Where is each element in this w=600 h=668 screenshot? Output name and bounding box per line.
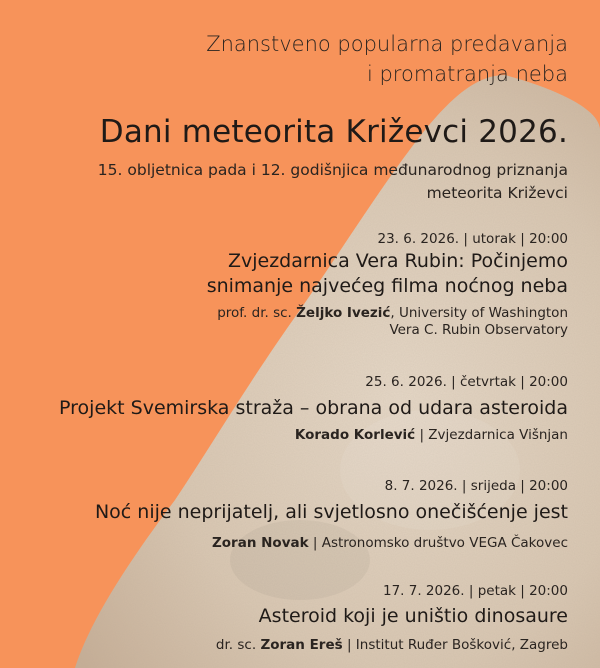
speaker-affiliation: | Institut Ruđer Bošković, Zagreb [342,637,568,653]
event-4-date: 17. 7. 2026. | petak | 20:00 [382,583,568,599]
event-4-title: Asteroid koji je uništio dinosaure [258,605,568,627]
event-1-title-line-2: snimanje najvećeg filma noćnog neba [206,275,568,297]
event-1-speaker-line-2: Vera C. Rubin Observatory [389,322,568,338]
speaker-affiliation: | Astronomsko društvo VEGA Čakovec [308,535,568,551]
event-3-title: Noć nije neprijatelj, ali svjetlosno onečišćenje jest [94,501,568,523]
speaker-name: Zoran Novak [211,535,309,551]
speaker-name: Željko Ivezić [296,305,391,321]
speaker-affiliation: , University of Washington [390,305,568,321]
event-2-title: Projekt Svemirska straža – obrana od udara asteroida [59,397,568,419]
event-4-speaker [216,637,568,653]
subtitle-line-2: i promatranja neba [366,62,568,86]
page-title: Dani meteorita Križevci 2026. [99,114,568,150]
speaker-prefix: prof. dr. sc. [217,305,297,321]
event-1-speaker [217,305,568,321]
event-2-speaker [295,427,568,443]
speaker-name: Zoran Ereš [260,637,343,653]
event-3-date: 8. 7. 2026. | srijeda | 20:00 [384,478,568,494]
subtitle-line-1: Znanstveno popularna predavanja [206,32,568,56]
anniversary-line-2: meteorita Križevci [426,184,568,202]
event-3-speaker [212,535,568,551]
speaker-prefix: dr. sc. [215,637,261,653]
anniversary-line-1: 15. obljetnica pada i 12. godišnjica međunarodnog priznanja [97,161,568,179]
event-1-title-line-1: Zvjezdarnica Vera Rubin: Počinjemo [227,250,568,272]
speaker-name: Korado Korlević [294,427,416,443]
event-2-date: 25. 6. 2026. | četvrtak | 20:00 [365,374,568,390]
speaker-affiliation: | Zvjezdarnica Višnjan [415,427,568,443]
event-1-date: 23. 6. 2026. | utorak | 20:00 [377,231,568,247]
